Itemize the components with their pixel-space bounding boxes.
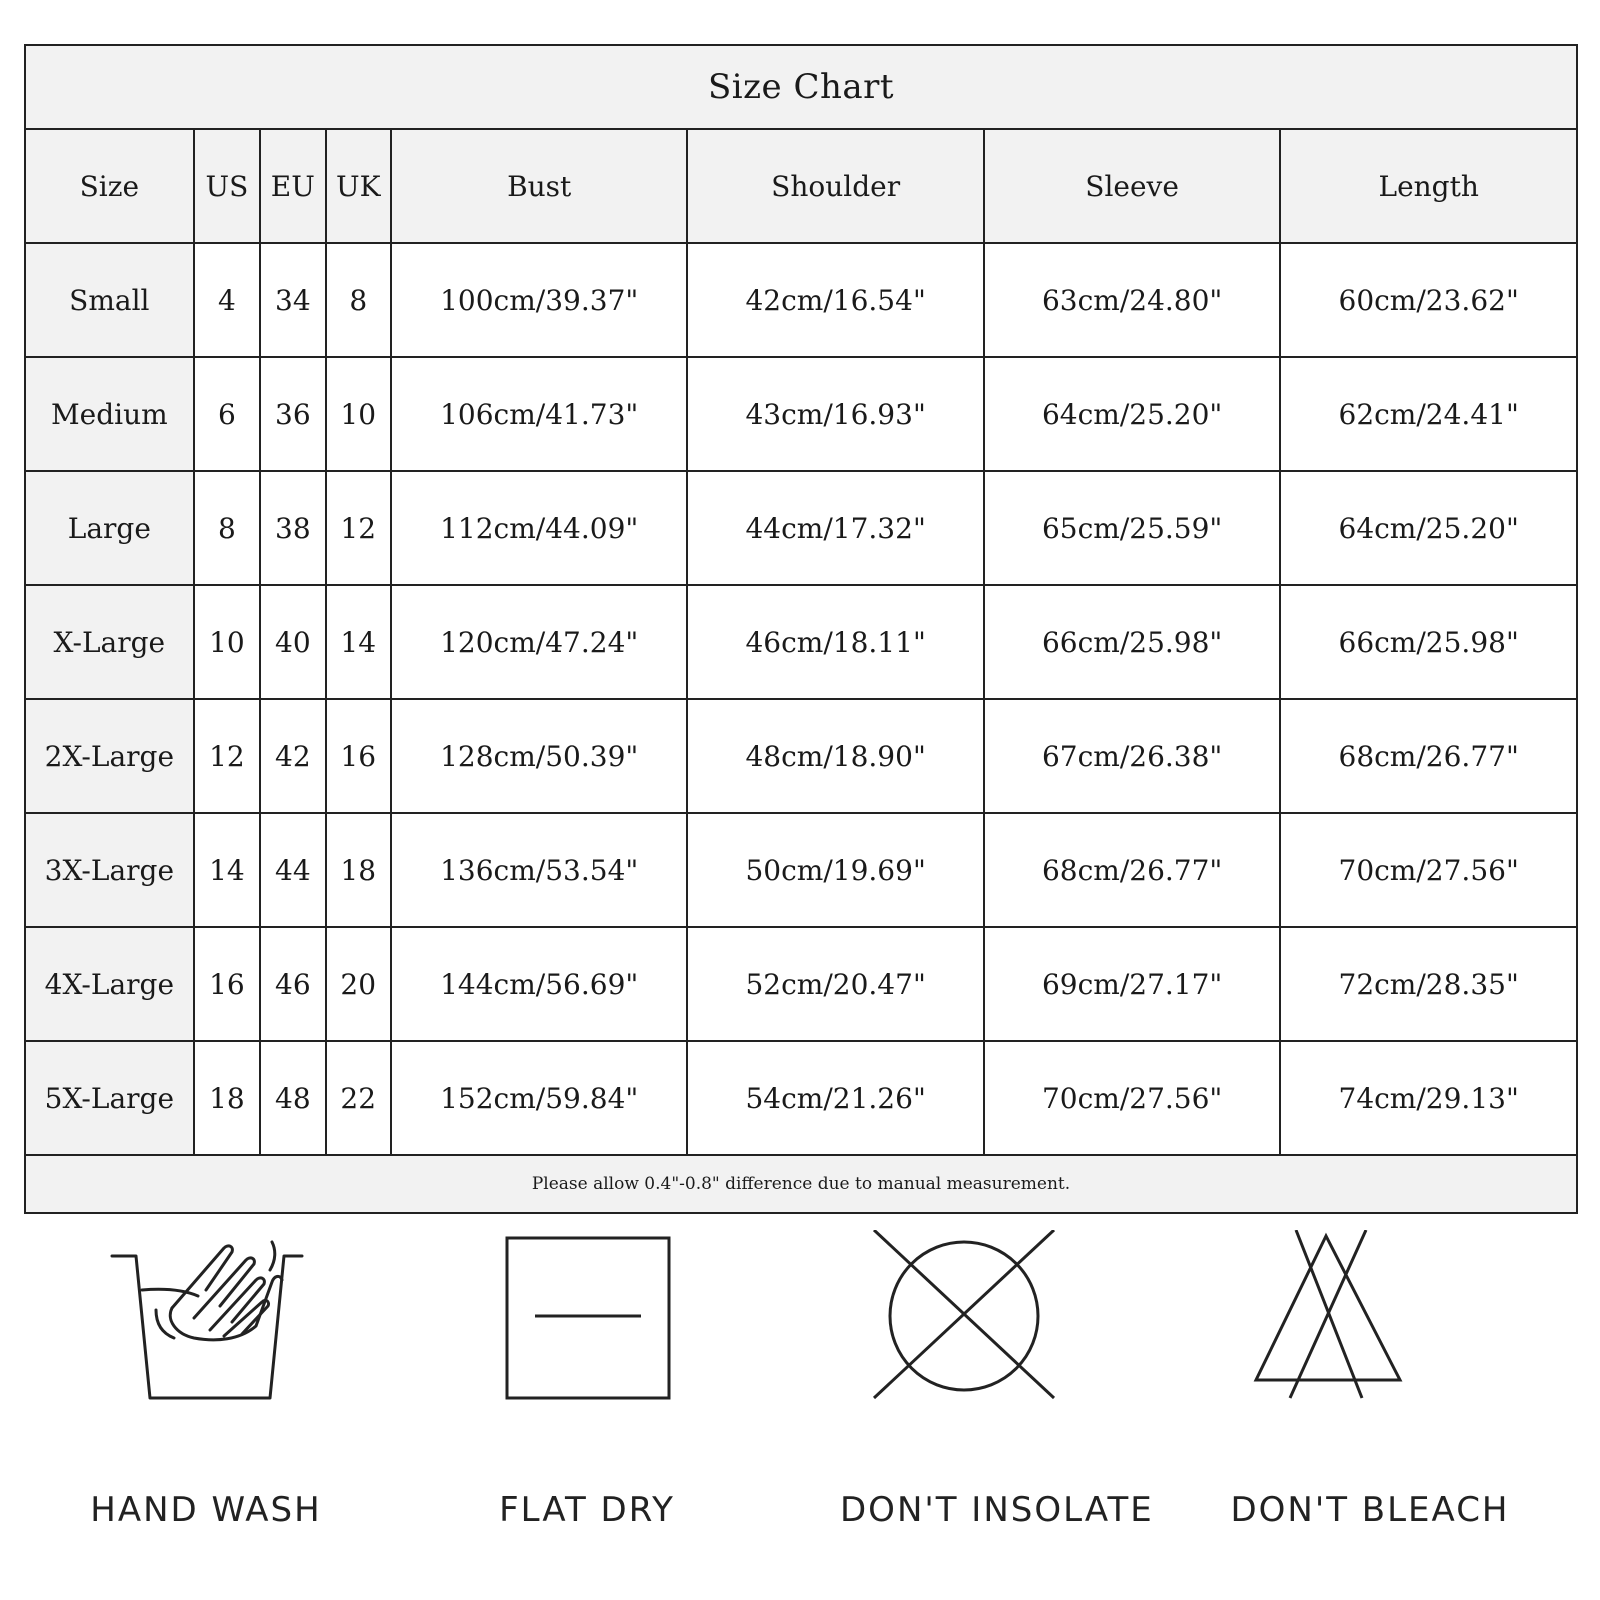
cell-shoulder: 43cm/16.93" (687, 357, 983, 471)
dont-insolate-label: DON'T INSOLATE (840, 1490, 1154, 1530)
cell-uk: 22 (326, 1041, 391, 1155)
chart-body (25, 243, 1577, 1155)
cell-bust: 100cm/39.37" (391, 243, 687, 357)
cell-uk: 18 (326, 813, 391, 927)
table-row (25, 927, 1577, 1041)
cell-eu: 40 (260, 585, 325, 699)
hand-wash-label: HAND WASH (90, 1490, 322, 1530)
cell-sleeve: 65cm/25.59" (984, 471, 1280, 585)
header-us: US (194, 129, 260, 243)
dont-insolate-icon (840, 1230, 1140, 1470)
flat-dry-icon (437, 1230, 737, 1470)
cell-eu: 48 (260, 1041, 325, 1155)
cell-bust: 106cm/41.73" (391, 357, 687, 471)
header-uk: UK (326, 129, 391, 243)
dont-bleach-icon (1220, 1230, 1520, 1470)
cell-bust: 112cm/44.09" (391, 471, 687, 585)
cell-uk: 14 (326, 585, 391, 699)
table-row (25, 357, 1577, 471)
cell-us: 10 (194, 585, 260, 699)
cell-size: 5X-Large (25, 1041, 194, 1155)
cell-eu: 42 (260, 699, 325, 813)
cell-shoulder: 54cm/21.26" (687, 1041, 983, 1155)
cell-size: 3X-Large (25, 813, 194, 927)
header-shoulder: Shoulder (687, 129, 983, 243)
care-dont-bleach (1220, 1230, 1520, 1550)
cell-eu: 36 (260, 357, 325, 471)
table-row (25, 813, 1577, 927)
cell-sleeve: 64cm/25.20" (984, 357, 1280, 471)
cell-length: 70cm/27.56" (1280, 813, 1577, 927)
table-row (25, 471, 1577, 585)
hand-wash-icon (56, 1230, 356, 1470)
cell-sleeve: 63cm/24.80" (984, 243, 1280, 357)
flat-dry-label: FLAT DRY (499, 1490, 675, 1530)
care-dont-insolate (840, 1230, 1154, 1550)
cell-sleeve: 67cm/26.38" (984, 699, 1280, 813)
cell-us: 6 (194, 357, 260, 471)
cell-length: 62cm/24.41" (1280, 357, 1577, 471)
header-size: Size (25, 129, 194, 243)
cell-sleeve: 70cm/27.56" (984, 1041, 1280, 1155)
cell-shoulder: 42cm/16.54" (687, 243, 983, 357)
cell-shoulder: 50cm/19.69" (687, 813, 983, 927)
cell-shoulder: 48cm/18.90" (687, 699, 983, 813)
table-row (25, 1041, 1577, 1155)
cell-uk: 12 (326, 471, 391, 585)
chart-title: Size Chart (25, 45, 1577, 129)
care-flat-dry (437, 1230, 737, 1550)
header-length: Length (1280, 129, 1577, 243)
cell-length: 66cm/25.98" (1280, 585, 1577, 699)
cell-uk: 10 (326, 357, 391, 471)
care-hand-wash (56, 1230, 356, 1550)
cell-bust: 136cm/53.54" (391, 813, 687, 927)
cell-size: 4X-Large (25, 927, 194, 1041)
cell-us: 14 (194, 813, 260, 927)
cell-eu: 38 (260, 471, 325, 585)
cell-us: 16 (194, 927, 260, 1041)
cell-us: 12 (194, 699, 260, 813)
table-row (25, 699, 1577, 813)
cell-bust: 120cm/47.24" (391, 585, 687, 699)
header-eu: EU (260, 129, 325, 243)
measurement-note: Please allow 0.4"-0.8" difference due to manual measurement. (25, 1155, 1577, 1213)
cell-eu: 46 (260, 927, 325, 1041)
cell-length: 72cm/28.35" (1280, 927, 1577, 1041)
cell-uk: 20 (326, 927, 391, 1041)
cell-length: 64cm/25.20" (1280, 471, 1577, 585)
table-row (25, 585, 1577, 699)
cell-length: 68cm/26.77" (1280, 699, 1577, 813)
cell-sleeve: 68cm/26.77" (984, 813, 1280, 927)
cell-shoulder: 46cm/18.11" (687, 585, 983, 699)
cell-eu: 34 (260, 243, 325, 357)
cell-size: Small (25, 243, 194, 357)
cell-us: 8 (194, 471, 260, 585)
cell-bust: 152cm/59.84" (391, 1041, 687, 1155)
cell-size: 2X-Large (25, 699, 194, 813)
cell-uk: 16 (326, 699, 391, 813)
cell-eu: 44 (260, 813, 325, 927)
cell-length: 60cm/23.62" (1280, 243, 1577, 357)
cell-bust: 144cm/56.69" (391, 927, 687, 1041)
cell-shoulder: 44cm/17.32" (687, 471, 983, 585)
cell-sleeve: 69cm/27.17" (984, 927, 1280, 1041)
dont-bleach-label: DON'T BLEACH (1230, 1490, 1510, 1530)
cell-size: X-Large (25, 585, 194, 699)
cell-bust: 128cm/50.39" (391, 699, 687, 813)
size-chart-table (24, 44, 1578, 1214)
table-row (25, 243, 1577, 357)
cell-size: Medium (25, 357, 194, 471)
header-sleeve: Sleeve (984, 129, 1280, 243)
header-bust: Bust (391, 129, 687, 243)
cell-size: Large (25, 471, 194, 585)
cell-sleeve: 66cm/25.98" (984, 585, 1280, 699)
cell-us: 18 (194, 1041, 260, 1155)
cell-us: 4 (194, 243, 260, 357)
cell-shoulder: 52cm/20.47" (687, 927, 983, 1041)
cell-uk: 8 (326, 243, 391, 357)
cell-length: 74cm/29.13" (1280, 1041, 1577, 1155)
